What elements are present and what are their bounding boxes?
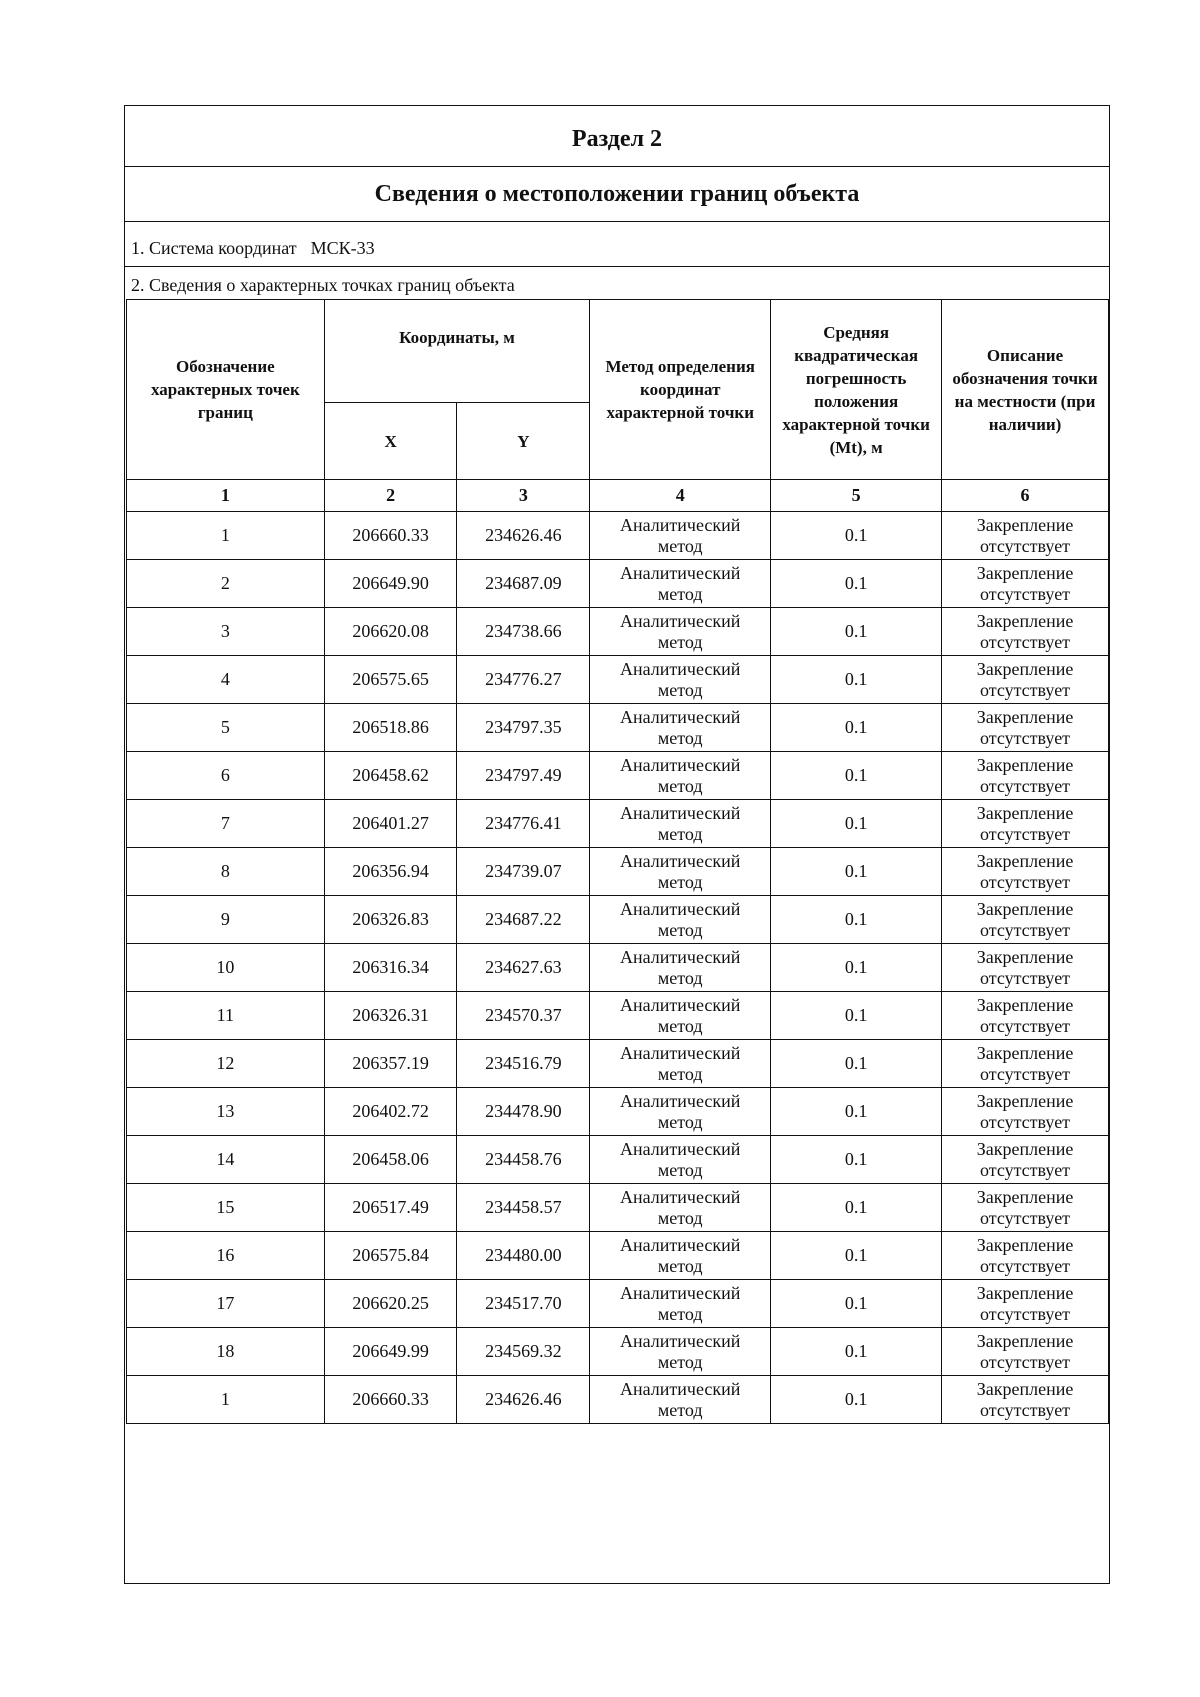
document-frame bbox=[124, 105, 1110, 1584]
coordinate-system-value: МСК-33 bbox=[310, 237, 375, 258]
error-cell: 0.1 bbox=[771, 1232, 942, 1280]
point-number-cell: 8 bbox=[127, 848, 325, 896]
description-cell: Закрепление отсутствует bbox=[942, 512, 1109, 560]
x-coordinate-cell: 206402.72 bbox=[324, 1088, 457, 1136]
description-cell: Закрепление отсутствует bbox=[942, 1088, 1109, 1136]
description-cell: Закрепление отсутствует bbox=[942, 800, 1109, 848]
table-row bbox=[127, 944, 1109, 992]
point-number-cell: 14 bbox=[127, 1136, 325, 1184]
column-number: 6 bbox=[942, 480, 1109, 512]
method-cell: Аналитический метод bbox=[590, 896, 771, 944]
header-coordinates: Координаты, м bbox=[324, 300, 590, 403]
column-numbers-row bbox=[127, 480, 1109, 512]
point-number-cell: 17 bbox=[127, 1280, 325, 1328]
table-row bbox=[127, 704, 1109, 752]
description-cell: Закрепление отсутствует bbox=[942, 608, 1109, 656]
y-coordinate-cell: 234478.90 bbox=[457, 1088, 590, 1136]
method-cell: Аналитический метод bbox=[590, 1184, 771, 1232]
method-cell: Аналитический метод bbox=[590, 1232, 771, 1280]
x-coordinate-cell: 206660.33 bbox=[324, 1376, 457, 1424]
error-cell: 0.1 bbox=[771, 944, 942, 992]
method-cell: Аналитический метод bbox=[590, 848, 771, 896]
y-coordinate-cell: 234627.63 bbox=[457, 944, 590, 992]
error-cell: 0.1 bbox=[771, 800, 942, 848]
method-cell: Аналитический метод bbox=[590, 992, 771, 1040]
column-number: 5 bbox=[771, 480, 942, 512]
y-coordinate-cell: 234458.76 bbox=[457, 1136, 590, 1184]
description-cell: Закрепление отсутствует bbox=[942, 704, 1109, 752]
point-number-cell: 18 bbox=[127, 1328, 325, 1376]
y-coordinate-cell: 234776.27 bbox=[457, 656, 590, 704]
header-error: Средняя квадратическая погрешность положения характерной точки (Mt), м bbox=[771, 300, 942, 480]
y-coordinate-cell: 234776.41 bbox=[457, 800, 590, 848]
point-number-cell: 6 bbox=[127, 752, 325, 800]
x-coordinate-cell: 206357.19 bbox=[324, 1040, 457, 1088]
x-coordinate-cell: 206356.94 bbox=[324, 848, 457, 896]
table-row bbox=[127, 512, 1109, 560]
description-cell: Закрепление отсутствует bbox=[942, 896, 1109, 944]
header-x: X bbox=[324, 403, 457, 480]
y-coordinate-cell: 234517.70 bbox=[457, 1280, 590, 1328]
point-number-cell: 10 bbox=[127, 944, 325, 992]
x-coordinate-cell: 206458.06 bbox=[324, 1136, 457, 1184]
section-title: Раздел 2 bbox=[125, 106, 1109, 167]
description-cell: Закрепление отсутствует bbox=[942, 656, 1109, 704]
error-cell: 0.1 bbox=[771, 1136, 942, 1184]
description-cell: Закрепление отсутствует bbox=[942, 1280, 1109, 1328]
error-cell: 0.1 bbox=[771, 1280, 942, 1328]
description-cell: Закрепление отсутствует bbox=[942, 1136, 1109, 1184]
table-row bbox=[127, 1136, 1109, 1184]
y-coordinate-cell: 234687.09 bbox=[457, 560, 590, 608]
method-cell: Аналитический метод bbox=[590, 656, 771, 704]
point-number-cell: 13 bbox=[127, 1088, 325, 1136]
table-row bbox=[127, 848, 1109, 896]
x-coordinate-cell: 206401.27 bbox=[324, 800, 457, 848]
x-coordinate-cell: 206575.65 bbox=[324, 656, 457, 704]
header-description: Описание обозначения точки на местности (при наличии) bbox=[942, 300, 1109, 480]
table-row bbox=[127, 800, 1109, 848]
column-number: 2 bbox=[324, 480, 457, 512]
header-designation: Обозначение характерных точек границ bbox=[127, 300, 325, 480]
point-number-cell: 16 bbox=[127, 1232, 325, 1280]
point-number-cell: 2 bbox=[127, 560, 325, 608]
y-coordinate-cell: 234480.00 bbox=[457, 1232, 590, 1280]
y-coordinate-cell: 234570.37 bbox=[457, 992, 590, 1040]
x-coordinate-cell: 206458.62 bbox=[324, 752, 457, 800]
x-coordinate-cell: 206517.49 bbox=[324, 1184, 457, 1232]
y-coordinate-cell: 234569.32 bbox=[457, 1328, 590, 1376]
header-y: Y bbox=[457, 403, 590, 480]
table-row bbox=[127, 1232, 1109, 1280]
method-cell: Аналитический метод bbox=[590, 1136, 771, 1184]
point-number-cell: 7 bbox=[127, 800, 325, 848]
table-row bbox=[127, 608, 1109, 656]
y-coordinate-cell: 234797.35 bbox=[457, 704, 590, 752]
y-coordinate-cell: 234687.22 bbox=[457, 896, 590, 944]
y-coordinate-cell: 234626.46 bbox=[457, 1376, 590, 1424]
x-coordinate-cell: 206620.08 bbox=[324, 608, 457, 656]
document-title: Сведения о местоположении границ объекта bbox=[125, 167, 1109, 222]
point-number-cell: 12 bbox=[127, 1040, 325, 1088]
column-number: 1 bbox=[127, 480, 325, 512]
table-row bbox=[127, 1328, 1109, 1376]
error-cell: 0.1 bbox=[771, 896, 942, 944]
x-coordinate-cell: 206649.99 bbox=[324, 1328, 457, 1376]
method-cell: Аналитический метод bbox=[590, 608, 771, 656]
method-cell: Аналитический метод bbox=[590, 1376, 771, 1424]
x-coordinate-cell: 206660.33 bbox=[324, 512, 457, 560]
x-coordinate-cell: 206326.83 bbox=[324, 896, 457, 944]
x-coordinate-cell: 206518.86 bbox=[324, 704, 457, 752]
method-cell: Аналитический метод bbox=[590, 704, 771, 752]
error-cell: 0.1 bbox=[771, 752, 942, 800]
x-coordinate-cell: 206316.34 bbox=[324, 944, 457, 992]
method-cell: Аналитический метод bbox=[590, 1088, 771, 1136]
column-number: 4 bbox=[590, 480, 771, 512]
description-cell: Закрепление отсутствует bbox=[942, 848, 1109, 896]
y-coordinate-cell: 234516.79 bbox=[457, 1040, 590, 1088]
table-row bbox=[127, 1088, 1109, 1136]
table-row bbox=[127, 1184, 1109, 1232]
point-number-cell: 9 bbox=[127, 896, 325, 944]
table-row bbox=[127, 1280, 1109, 1328]
method-cell: Аналитический метод bbox=[590, 560, 771, 608]
description-cell: Закрепление отсутствует bbox=[942, 992, 1109, 1040]
point-number-cell: 3 bbox=[127, 608, 325, 656]
table-row bbox=[127, 752, 1109, 800]
error-cell: 0.1 bbox=[771, 848, 942, 896]
y-coordinate-cell: 234458.57 bbox=[457, 1184, 590, 1232]
error-cell: 0.1 bbox=[771, 560, 942, 608]
method-cell: Аналитический метод bbox=[590, 1280, 771, 1328]
error-cell: 0.1 bbox=[771, 656, 942, 704]
coordinate-system-label: 1. Система координат bbox=[131, 237, 297, 258]
description-cell: Закрепление отсутствует bbox=[942, 560, 1109, 608]
table-row bbox=[127, 896, 1109, 944]
x-coordinate-cell: 206575.84 bbox=[324, 1232, 457, 1280]
boundary-points-table bbox=[126, 299, 1109, 1424]
method-cell: Аналитический метод bbox=[590, 1040, 771, 1088]
description-cell: Закрепление отсутствует bbox=[942, 752, 1109, 800]
point-number-cell: 11 bbox=[127, 992, 325, 1040]
method-cell: Аналитический метод bbox=[590, 944, 771, 992]
coordinate-system-line bbox=[125, 222, 1109, 267]
point-number-cell: 15 bbox=[127, 1184, 325, 1232]
point-number-cell: 1 bbox=[127, 1376, 325, 1424]
point-number-cell: 5 bbox=[127, 704, 325, 752]
description-cell: Закрепление отсутствует bbox=[942, 944, 1109, 992]
table-row bbox=[127, 560, 1109, 608]
y-coordinate-cell: 234626.46 bbox=[457, 512, 590, 560]
column-number: 3 bbox=[457, 480, 590, 512]
error-cell: 0.1 bbox=[771, 704, 942, 752]
error-cell: 0.1 bbox=[771, 1040, 942, 1088]
table-row bbox=[127, 656, 1109, 704]
method-cell: Аналитический метод bbox=[590, 512, 771, 560]
error-cell: 0.1 bbox=[771, 608, 942, 656]
description-cell: Закрепление отсутствует bbox=[942, 1232, 1109, 1280]
error-cell: 0.1 bbox=[771, 1184, 942, 1232]
point-number-cell: 4 bbox=[127, 656, 325, 704]
table-row bbox=[127, 992, 1109, 1040]
x-coordinate-cell: 206326.31 bbox=[324, 992, 457, 1040]
y-coordinate-cell: 234797.49 bbox=[457, 752, 590, 800]
error-cell: 0.1 bbox=[771, 992, 942, 1040]
description-cell: Закрепление отсутствует bbox=[942, 1328, 1109, 1376]
table-row bbox=[127, 1376, 1109, 1424]
error-cell: 0.1 bbox=[771, 1376, 942, 1424]
x-coordinate-cell: 206649.90 bbox=[324, 560, 457, 608]
point-number-cell: 1 bbox=[127, 512, 325, 560]
error-cell: 0.1 bbox=[771, 1088, 942, 1136]
table-row bbox=[127, 1040, 1109, 1088]
y-coordinate-cell: 234738.66 bbox=[457, 608, 590, 656]
y-coordinate-cell: 234739.07 bbox=[457, 848, 590, 896]
header-method: Метод определения координат характерной точки bbox=[590, 300, 771, 480]
points-section-label: 2. Сведения о характерных точках границ объекта bbox=[131, 274, 515, 295]
method-cell: Аналитический метод bbox=[590, 1328, 771, 1376]
method-cell: Аналитический метод bbox=[590, 800, 771, 848]
description-cell: Закрепление отсутствует bbox=[942, 1376, 1109, 1424]
description-cell: Закрепление отсутствует bbox=[942, 1040, 1109, 1088]
method-cell: Аналитический метод bbox=[590, 752, 771, 800]
x-coordinate-cell: 206620.25 bbox=[324, 1280, 457, 1328]
error-cell: 0.1 bbox=[771, 512, 942, 560]
error-cell: 0.1 bbox=[771, 1328, 942, 1376]
description-cell: Закрепление отсутствует bbox=[942, 1184, 1109, 1232]
